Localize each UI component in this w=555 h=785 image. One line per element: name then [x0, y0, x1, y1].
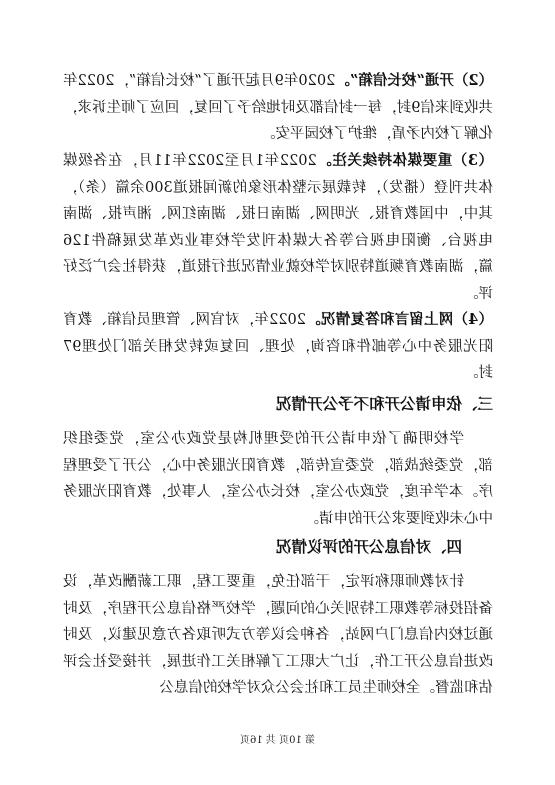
- paragraph-lead: （3）重要媒体持续关注。: [316, 152, 493, 169]
- paragraph-text: 2022年，对官网、管理员信箱、教育阳光服务中心等邮件和咨询，处理、回复或转发相关部门处理97封。: [63, 312, 493, 382]
- paragraph-text: 针对教师职称评定，干部任免，重要工程，职工薪酬改革，设备招投标等教职工特别关心的问题，学校严格信息公开程序，及时通过校内信息门户网站，各种会议等方式听取各方意见建议，及时改进信息公开工作，让广大职工了解相关工作进展，并接受社会评估和监督。全校师生员工和社会公众对学校的信息公: [63, 574, 493, 697]
- paragraph-principal-mailbox: [63, 68, 493, 148]
- paragraph-online-messages: [63, 307, 493, 387]
- paragraph-lead: （2）开通“校长信箱”。: [335, 72, 493, 89]
- paragraph-evaluation: [63, 569, 493, 702]
- paragraph-text: 2022年1月至2022年11月，在各级媒体共刊登（播发），转载展示整体形象的新闻报道300余篇（条），其中，中国教育报、光明网、湖南日报、湖南红网、湘声报、湖南电视台、衡阳电视台等各大媒体刊发学校事业改革发展稿件126篇，湖南教育频道特别对学校就业情况进行报道，获得社会广泛好评。: [63, 153, 493, 302]
- paragraph-lead: （4）网上留言和答复情况。: [306, 311, 493, 328]
- paragraph-media-attention: [63, 148, 493, 308]
- paragraph-text: 学校明确了依申请公开的受理机构是党政办公室，党委组织部，党委统战部，党委宣传部，教育阳光服务中心，公开了受理程序。本学年度，党政办公室，校长办公室，人事处，教育阳光服务中心未收到要求公开的申请。: [63, 431, 493, 527]
- paragraph-text: 2020年9月起开通了“校长信箱”，2022年共收到来信9封，每一封信都及时地给予了回复，回应了师生诉求，化解了校内矛盾，维护了校园平安。: [63, 73, 493, 143]
- page-number-footer: 第 10页 共 16页: [240, 735, 315, 746]
- section-heading-4: 四、对信息公开的评议情况: [275, 537, 462, 556]
- paragraph-application-disclosure: [63, 426, 493, 532]
- section-heading-3: 三、依申请公开和不予公开情况: [275, 394, 493, 413]
